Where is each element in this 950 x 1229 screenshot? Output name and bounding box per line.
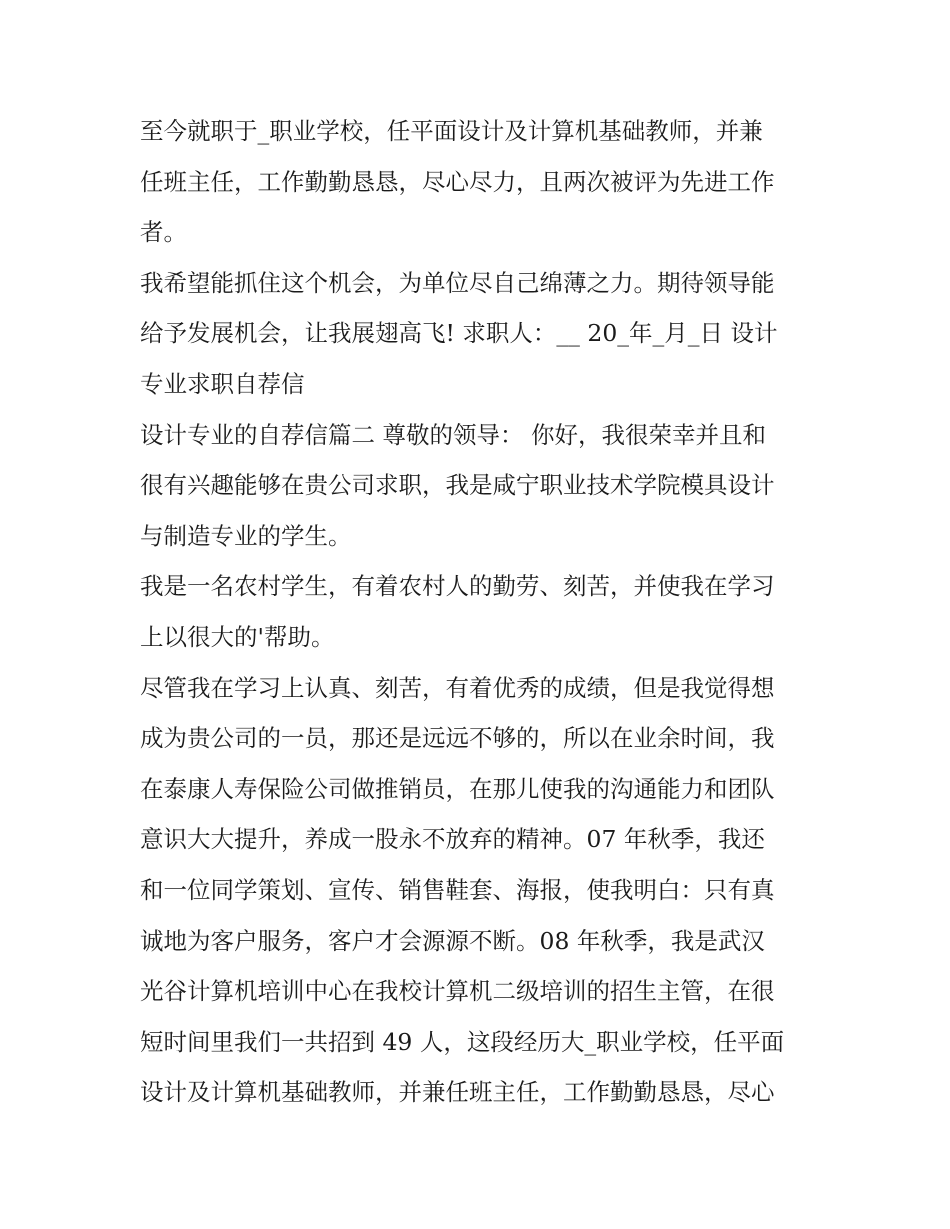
text-line: 成为贵公司的一员，那还是远远不够的，所以在业余时间，我	[140, 724, 775, 753]
text-line: 意识大大提升，养成一股永不放弃的精神。07 年秋季，我还	[140, 825, 765, 854]
document-body	[140, 106, 820, 1118]
text-line: 光谷计算机培训中心在我校计算机二级培训的招生主管，在很	[140, 977, 775, 1006]
text-line: 和一位同学策划、宣传、销售鞋套、海报，使我明白：只有真	[140, 875, 775, 904]
text-line: 者。	[140, 218, 187, 247]
text-line: 任班主任，工作勤勤恳恳，尽心尽力，且两次被评为先进工作	[140, 167, 775, 196]
text-line: 尽管我在学习上认真、刻苦，有着优秀的成绩，但是我觉得想	[140, 673, 775, 702]
text-line: 设计专业的自荐信篇二 尊敬的领导： 你好，我很荣幸并且和	[140, 420, 766, 449]
text-line: 给予发展机会，让我展翅高飞! 求职人：__ 20_年_月_日 设计	[140, 319, 778, 348]
text-line: 在泰康人寿保险公司做推销员，在那儿使我的沟通能力和团队	[140, 774, 775, 803]
text-line: 专业求职自荐信	[140, 369, 305, 398]
text-line: 设计及计算机基础教师，并兼任班主任，工作勤勤恳恳，尽心	[140, 1078, 775, 1107]
text-line: 短时间里我们一共招到 49 人，这段经历大_职业学校，任平面	[140, 1027, 785, 1056]
text-line: 至今就职于_职业学校，任平面设计及计算机基础教师，并兼	[140, 117, 763, 145]
text-line: 我是一名农村学生，有着农村人的勤劳、刻苦，并使我在学习	[140, 572, 775, 601]
text-line: 诚地为客户服务，客户才会源源不断。08 年秋季，我是武汉	[140, 926, 765, 955]
text-line: 我希望能抓住这个机会，为单位尽自己绵薄之力。期待领导能	[140, 268, 775, 297]
text-line: 很有兴趣能够在贵公司求职，我是咸宁职业技术学院模具设计	[140, 471, 775, 500]
text-line: 上以很大的'帮助。	[140, 622, 335, 651]
text-line: 与制造专业的学生。	[140, 521, 352, 550]
